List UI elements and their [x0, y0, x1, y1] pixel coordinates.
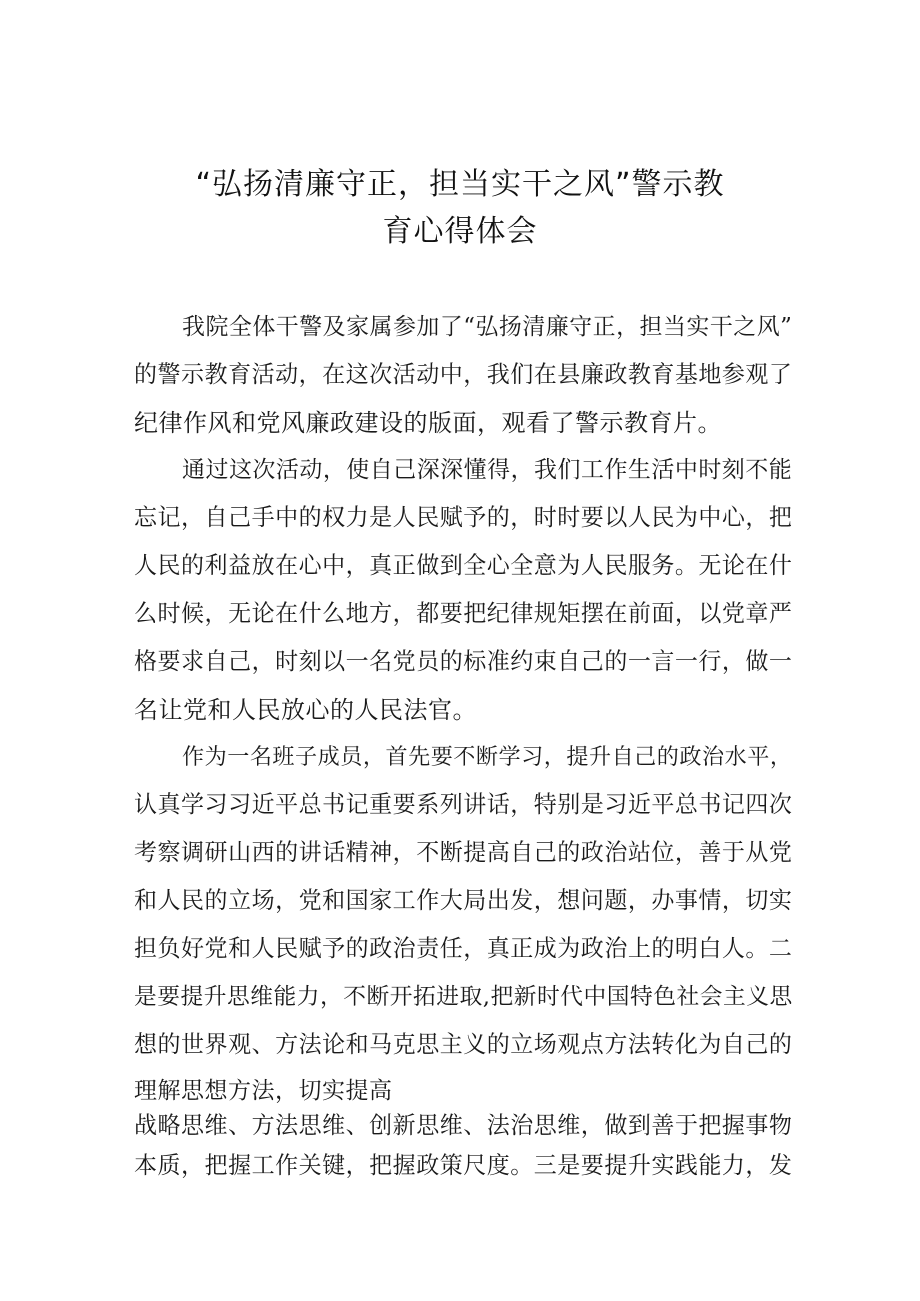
document-title-line-1: “弘扬清廉守正，担当实干之风”警示教 — [195, 167, 725, 202]
paragraph-3-line-8: 理解思想方法，切实提高 — [134, 1078, 393, 1104]
paragraph-3-line-10: 本质，把握工作关键，把握政策尺度。三是要提升实践能力，发 — [134, 1153, 793, 1179]
paragraph-3-line-6: 是要提升思维能力，不断开拓进取,把新时代中国特色社会主义思 — [134, 984, 793, 1010]
paragraph-3-line-7: 想的世界观、方法论和马克思主义的立场观点方法转化为自己的 — [134, 1032, 793, 1058]
paragraph-1-line-2: 的警示教育活动，在这次活动中，我们在县廉政教育基地参观了 — [134, 362, 793, 388]
paragraph-3-line-3: 考察调研山西的讲话精神，不断提高自己的政治站位，善于从党 — [134, 840, 793, 866]
paragraph-3-line-2: 认真学习习近平总书记重要系列讲话，特别是习近平总书记四次 — [134, 792, 793, 818]
paragraph-3-line-4: 和人民的立场，党和国家工作大局出发，想问题，办事情，切实 — [134, 888, 793, 914]
paragraph-2-line-1: 通过这次活动，使自己深深懂得，我们工作生活中时刻不能 — [182, 457, 793, 483]
paragraph-2-line-4: 么时候，无论在什么地方，都要把纪律规矩摆在前面，以党章严 — [134, 601, 793, 627]
paragraph-3-line-5: 担负好党和人民赋予的政治责任，真正成为政治上的明白人。二 — [134, 936, 793, 962]
paragraph-1-line-3: 纪律作风和党风廉政建设的版面，观看了警示教育片。 — [134, 409, 722, 437]
paragraph-2-line-3: 人民的利益放在心中，真正做到全心全意为人民服务。无论在什 — [134, 553, 793, 579]
paragraph-3-line-1: 作为一名班子成员，首先要不断学习，提升自己的政治水平， — [182, 744, 793, 770]
paragraph-2-line-5: 格要求自己，时刻以一名党员的标准约束自己的一言一行，做一 — [134, 649, 793, 675]
paragraph-2-line-6: 名让党和人民放心的人民法官。 — [134, 696, 477, 724]
paragraph-2-line-2: 忘记，自己手中的权力是人民赋予的，时时要以人民为中心，把 — [134, 505, 793, 531]
paragraph-1-line-1: 我院全体干警及家属参加了“弘扬清廉守正，担当实干之风” — [182, 314, 793, 340]
document-title-line-2: 育心得体会 — [382, 214, 538, 249]
paragraph-3-line-9: 战略思维、方法思维、创新思维、法治思维，做到善于把握事物 — [134, 1113, 793, 1139]
